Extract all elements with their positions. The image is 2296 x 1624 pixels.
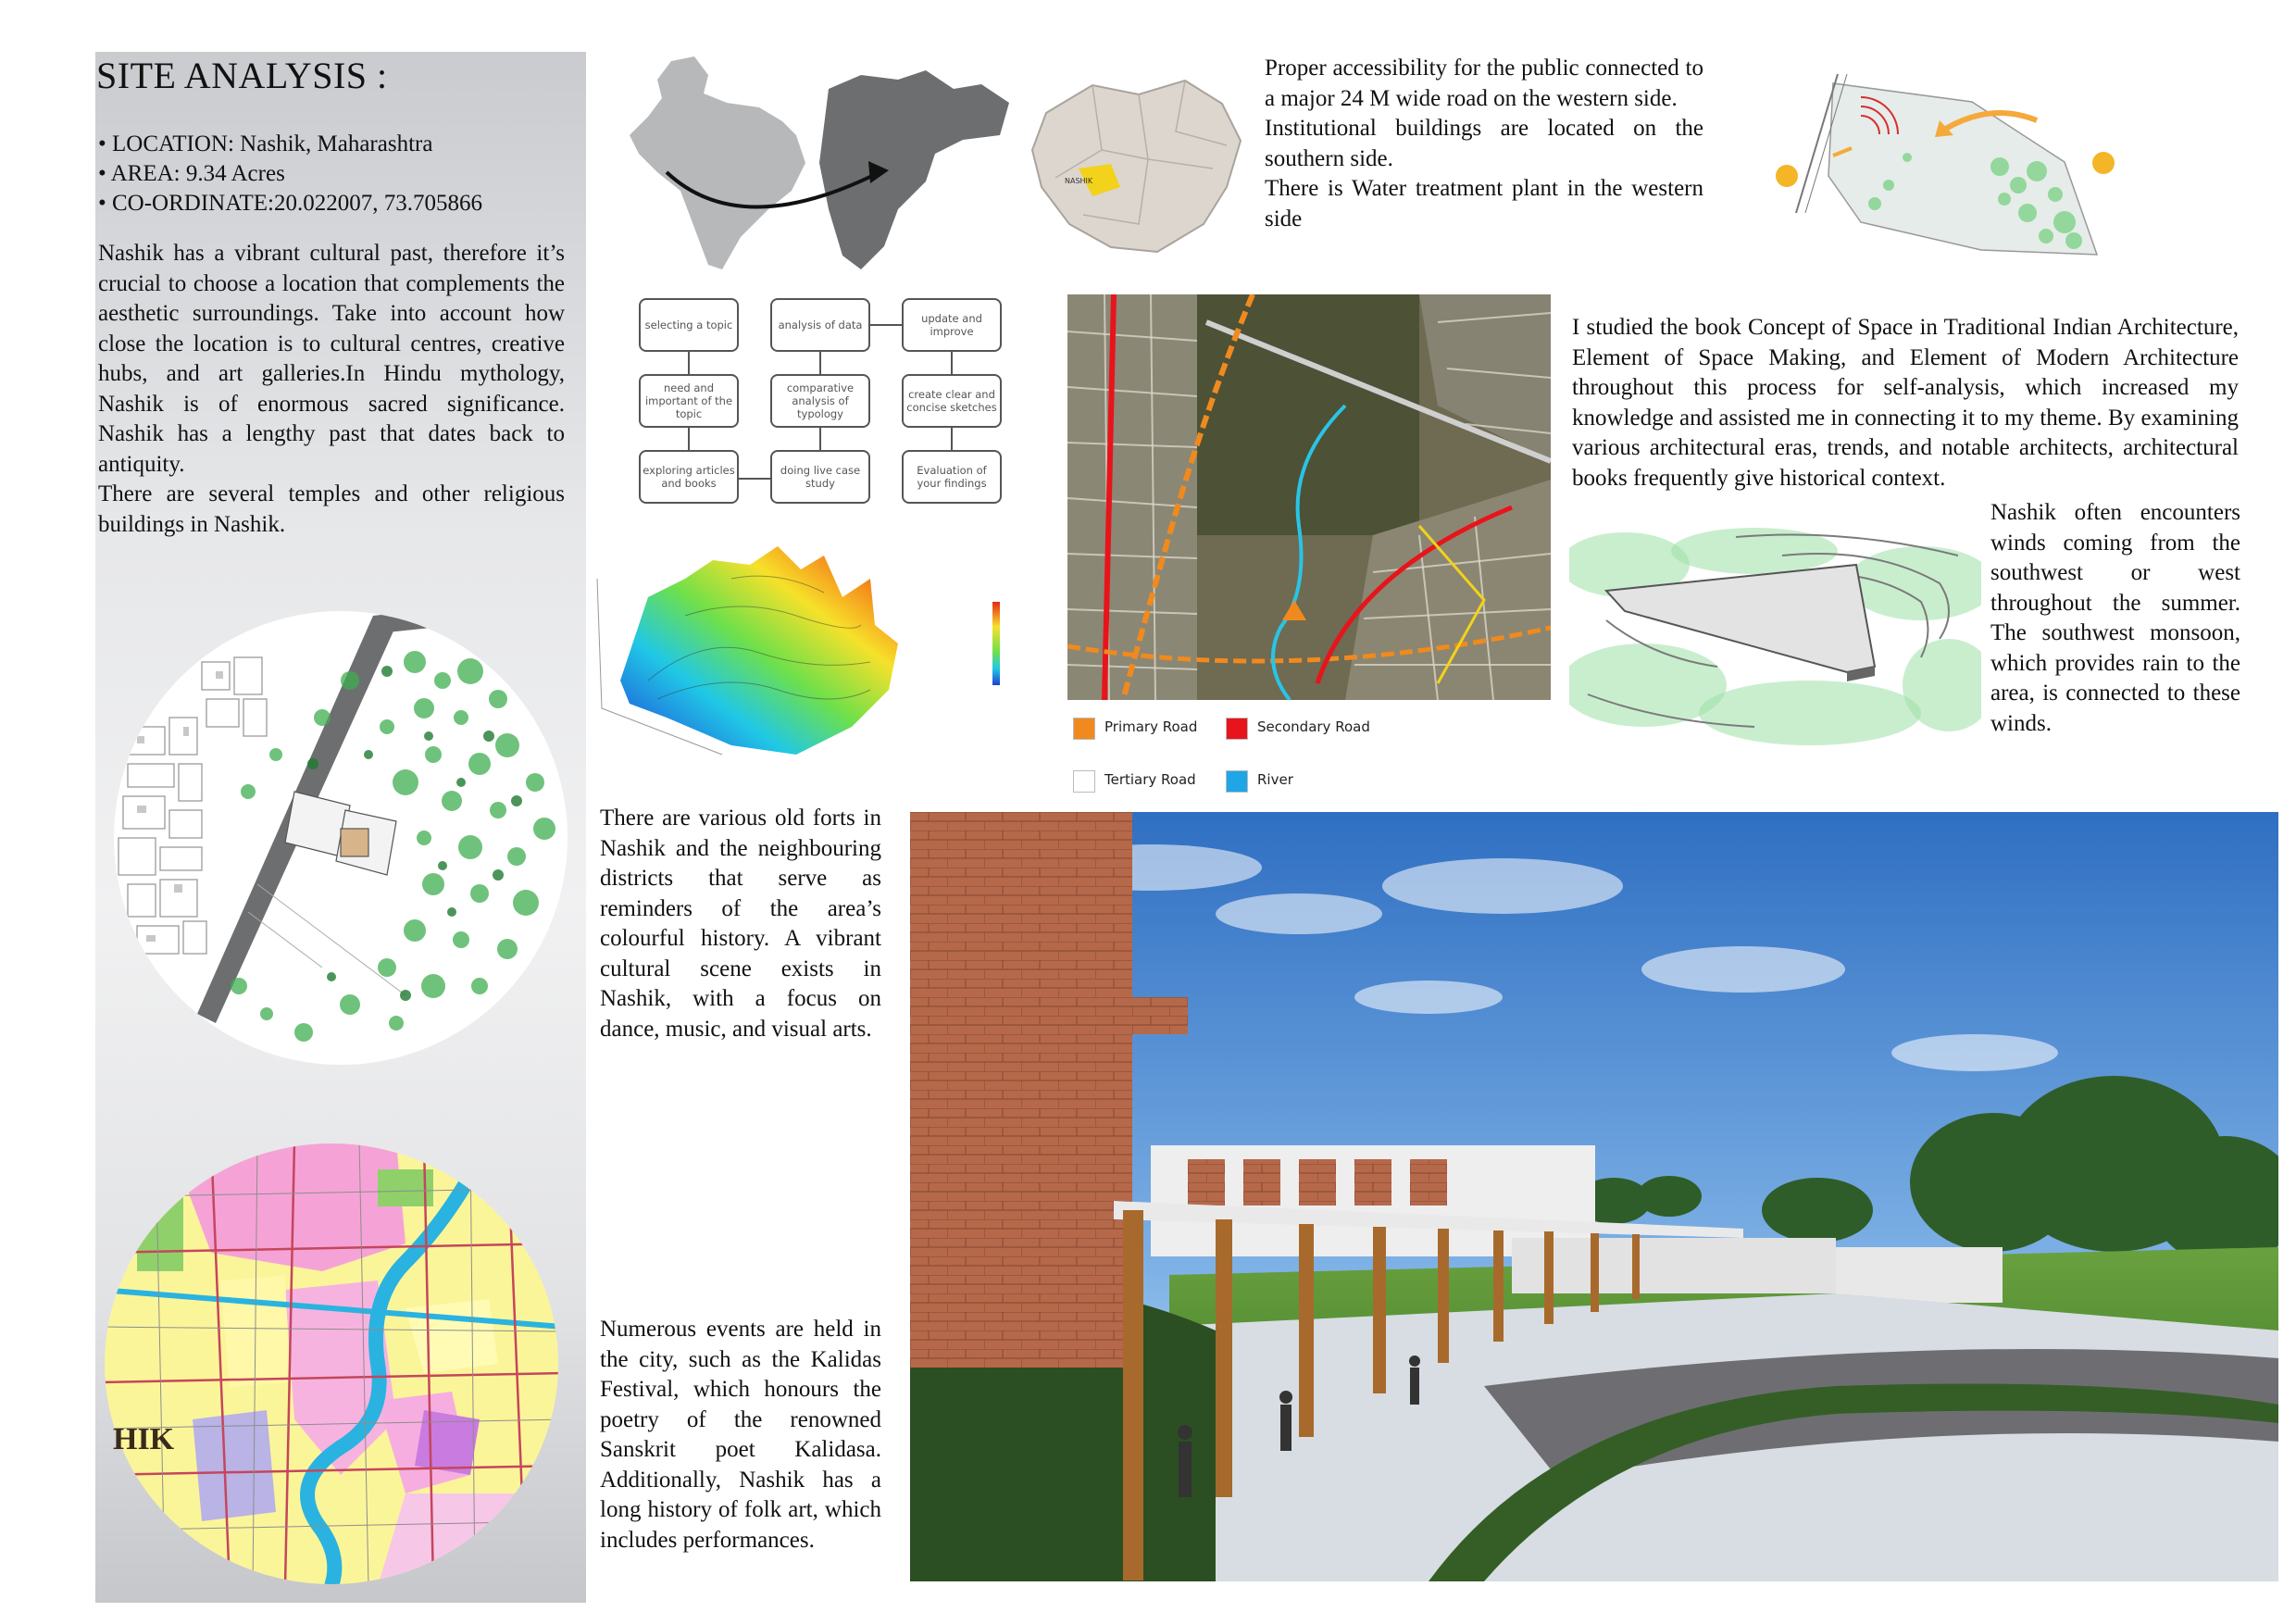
winds-paragraph: Nashik often encounters winds coming from the southwest or west throughout the summer. The southwest monsoon, which provides rain to the area, is connected to these winds. [1990,500,2240,736]
page-title: SITE ANALYSIS : [96,55,388,96]
legend-label-river: River [1257,771,1293,788]
legend-tertiary-road [1067,756,1220,805]
study-paragraph: I studied the book Concept of Space in Traditional Indian Architecture, Element of Space Making, and Element of Modern Architecture throughout this process for self-analysis, which increased my knowledge and assisted me in connecting it to my theme. By examining various architectural eras, trends, and notable architects, architectural books frequently give historical context. [1572,315,2239,491]
accessibility-text-2: Institutional buildings are located on the southern side. [1265,116,1703,171]
nashik-district-map [1028,76,1245,261]
nashik-map-label: NASHIK [1065,177,1093,185]
zoning-map-label: HIK [113,1422,175,1456]
site-facts-list [98,130,482,219]
flow-step-6: create clear and concise sketches [902,374,1002,428]
zoning-map-circle [100,1142,563,1586]
intro-paragraph-2: There are several temples and other religious buildings in Nashik. [98,481,565,537]
site-fact-location: • LOCATION: Nashik, Maharashtra [98,131,433,156]
legend-label-primary: Primary Road [1104,718,1198,735]
events-paragraph: Numerous events are held in the city, such as the Kalidas Festival, which honours the poetry of the renowned Sanskrit poet Kalidasa. Additionally, Nashik has a long history of folk art, which includes performances. [600,1317,881,1553]
satellite-road-map [1067,294,1551,700]
flow-step-2: analysis of data [770,298,870,352]
sun-path-diagram [1759,65,2129,259]
legend-swatch-river [1226,770,1248,793]
india-to-maharashtra-map [620,52,1018,274]
topography-heatmap [593,542,1046,764]
site-fact-area: • AREA: 9.34 Acres [98,161,285,186]
legend-swatch-primary [1073,718,1095,740]
legend-swatch-tertiary [1073,770,1095,793]
legend-label-secondary: Secondary Road [1257,718,1370,735]
sun-icon-east [2092,152,2115,174]
flow-step-8: doing live case study [770,450,870,504]
legend-swatch-secondary [1226,718,1248,740]
legend-primary-road [1067,704,1220,752]
flow-step-5: comparative analysis of typology [770,374,870,428]
forts-paragraph: There are various old forts in Nashik and the neighbouring districts that serve as reminders of the area’s colourful history. A vibrant cultural scene exists in Nashik, with a focus on dance, music, and visual arts. [600,806,881,1042]
accessibility-text-1: Proper accessibility for the public connected to a major 24 M wide road on the western side. [1265,56,1703,111]
accessibility-text-3: There is Water treatment plant in the western side [1265,176,1703,231]
legend-label-tertiary: Tertiary Road [1104,771,1196,788]
flow-step-1: selecting a topic [639,298,739,352]
accessibility-text [1265,54,1703,234]
flow-step-9: Evaluation of your findings [902,450,1002,504]
flow-step-7: exploring articles and books [639,450,739,504]
legend-secondary-road [1220,704,1382,752]
process-flowchart [639,298,1009,511]
legend-river [1220,756,1382,805]
site-plan-circle [109,606,572,1069]
intro-paragraph: Nashik has a vibrant cultural past, therefore it’s crucial to choose a location that complements the aesthetic surroundings. Take into account how close the location is to cultural centres, creative hubs, and art galleries.In Hindu mythology, Nashik is of enormous sacred significance. Nashik has a lengthy past that dates back to antiquity. [98,241,565,477]
site-fact-coordinate: • CO-ORDINATE:20.022007, 73.705866 [98,191,482,216]
map-legend [1067,704,1382,806]
flow-step-4: need and important of the topic [639,374,739,428]
flow-step-3: update and improve [902,298,1002,352]
india-map-shape [630,56,805,269]
architectural-render [910,812,2278,1581]
maharashtra-map-shape [819,70,1009,269]
wind-contour-diagram [1569,528,1981,745]
sun-icon-west [1776,165,1798,187]
